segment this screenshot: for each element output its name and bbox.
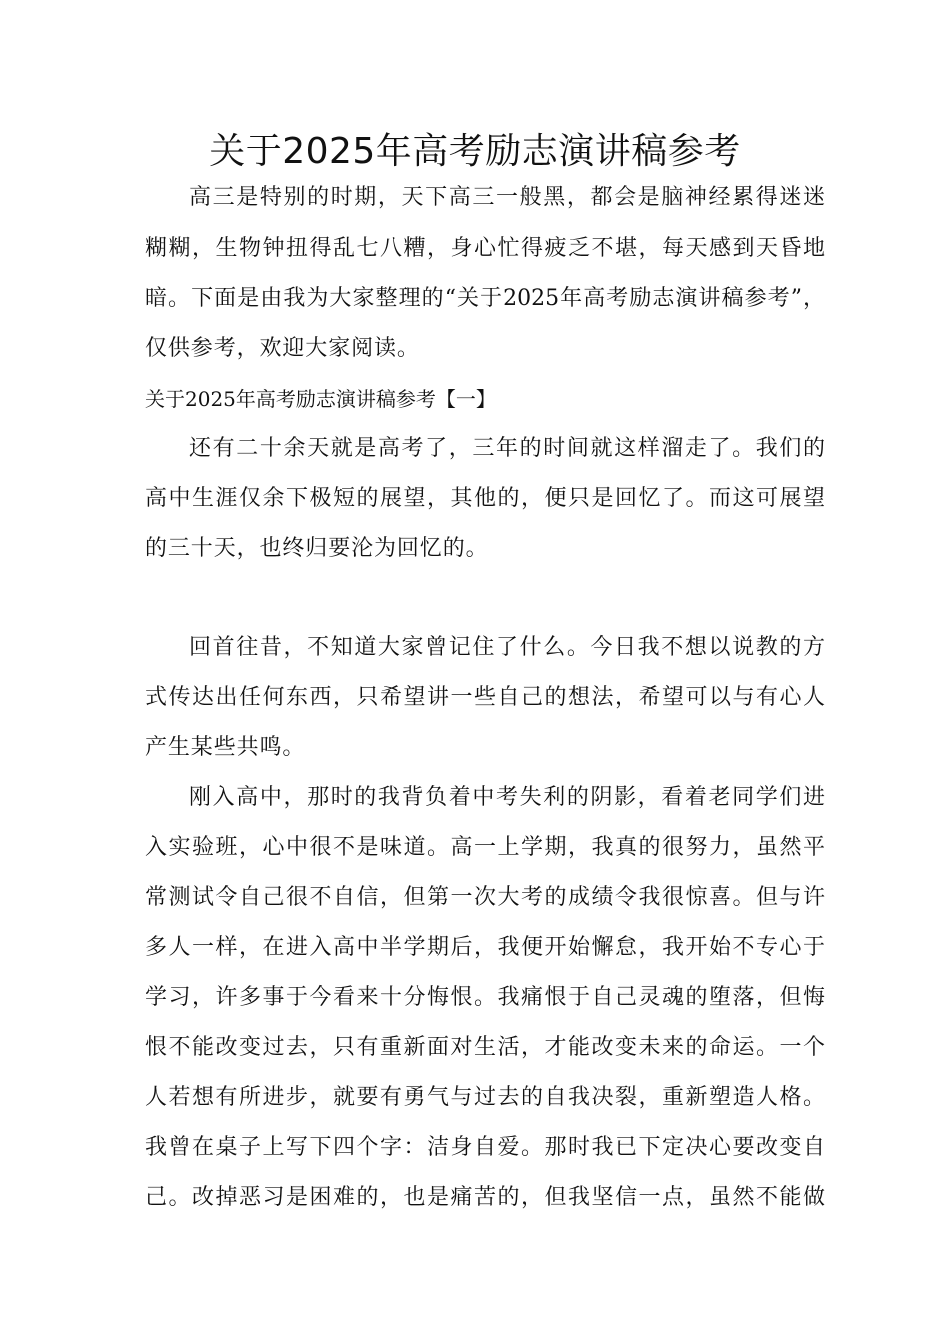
paragraph-line: 回首往昔，不知道大家曾记住了什么。今日我不想以说教的方 <box>189 635 825 660</box>
paragraph-line: 的三十天，也终归要沦为回忆的。 <box>145 536 489 561</box>
paragraph-line: 刚入高中，那时的我背负着中考失利的阴影，看着老同学们进 <box>189 785 825 810</box>
section-heading: 关于2025年高考励志演讲稿参考【一】 <box>145 387 496 411</box>
paragraph-line: 暗。下面是由我为大家整理的“关于2025年高考励志演讲稿参考”， <box>145 286 825 311</box>
paragraph-line: 糊糊，生物钟扭得乱七八糟，身心忙得疲乏不堪，每天感到天昏地 <box>145 236 825 261</box>
paragraph-line: 高三是特别的时期，天下高三一般黑，都会是脑神经累得迷迷 <box>189 185 825 210</box>
paragraph-line: 入实验班，心中很不是味道。高一上学期，我真的很努力，虽然平 <box>145 835 825 860</box>
paragraph-line: 人若想有所进步，就要有勇气与过去的自我决裂，重新塑造人格。 <box>145 1085 825 1110</box>
paragraph-line: 产生某些共鸣。 <box>145 735 306 760</box>
paragraph-line: 恨不能改变过去，只有重新面对生活，才能改变未来的命运。一个 <box>145 1035 825 1060</box>
paragraph-line: 仅供参考，欢迎大家阅读。 <box>145 336 420 361</box>
paragraph-line: 学习，许多事于今看来十分悔恨。我痛恨于自己灵魂的堕落，但悔 <box>145 985 825 1010</box>
paragraph-line: 常测试令自己很不自信，但第一次大考的成绩令我很惊喜。但与许 <box>145 885 825 910</box>
paragraph-line: 高中生涯仅余下极短的展望，其他的，便只是回忆了。而这可展望 <box>145 486 825 511</box>
paragraph-line: 式传达出任何东西，只希望讲一些自己的想法，希望可以与有心人 <box>145 685 825 710</box>
document-title: 关于2025年高考励志演讲稿参考 <box>209 131 741 172</box>
paragraph-line: 己。改掉恶习是困难的，也是痛苦的，但我坚信一点，虽然不能做 <box>145 1185 825 1210</box>
paragraph-line: 多人一样，在进入高中半学期后，我便开始懈怠，我开始不专心于 <box>145 935 825 960</box>
paragraph-line: 还有二十余天就是高考了，三年的时间就这样溜走了。我们的 <box>189 436 825 461</box>
paragraph-line: 我曾在桌子上写下四个字：洁身自爱。那时我已下定决心要改变自 <box>145 1135 825 1160</box>
